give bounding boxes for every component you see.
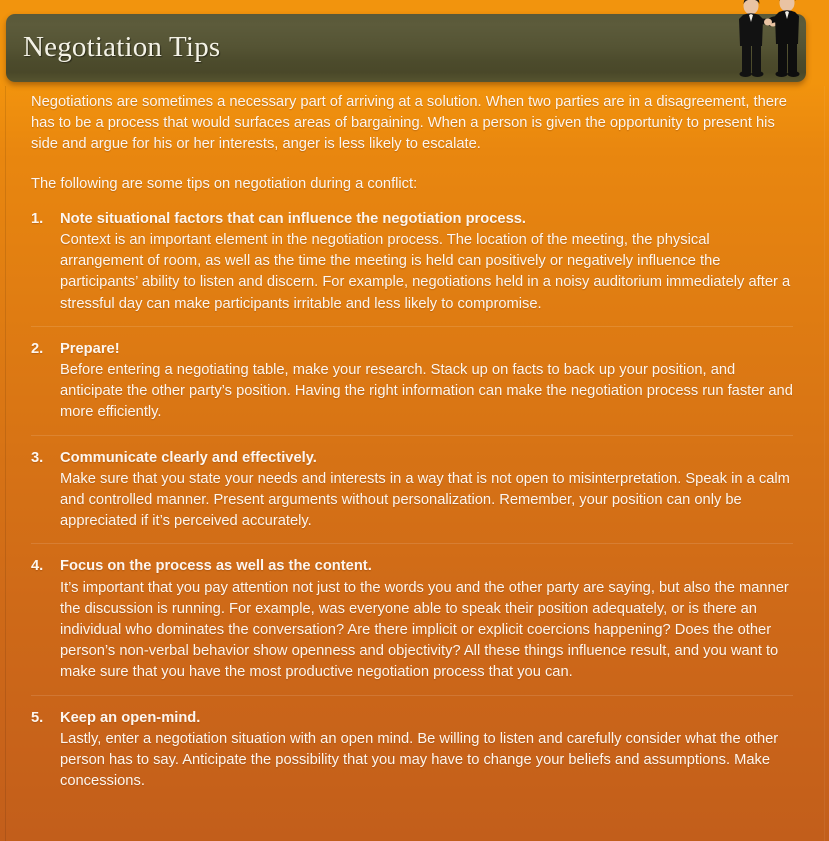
document-body [31, 92, 793, 792]
tip-number: 4. [31, 558, 44, 575]
tip-body: It’s important that you pay attention not just to the words you and the other party are saying, but also the manner the discussion is running. For example, was everyone able to speak their position adequately, or is there an individual who dominates the conversation? Are there implicit or explicit coercions happening? Does the other person’s non-verbal behavior show openness and objectivity? All these things influence result, and you want to make sure that you have the most productive negotiation process that you can. [60, 579, 789, 681]
tip-number: 3. [31, 449, 44, 466]
left-edge-rule [5, 86, 6, 841]
tips-list [31, 209, 793, 793]
tip-heading: Focus on the process as well as the content. [60, 558, 372, 575]
list-item [31, 556, 793, 683]
list-item [31, 339, 793, 424]
tip-heading: Keep an open-mind. [60, 709, 201, 726]
list-item [31, 708, 793, 793]
list-item [31, 209, 793, 315]
tip-number: 1. [31, 210, 44, 227]
header-bar [6, 14, 806, 82]
tip-separator [31, 695, 793, 696]
page-title: Negotiation Tips [23, 31, 221, 63]
tip-separator [31, 435, 793, 436]
tip-separator [31, 543, 793, 544]
tip-heading: Note situational factors that can influence the negotiation process. [60, 210, 526, 227]
tip-body: Before entering a negotiating table, make your research. Stack up on facts to back up your position, and anticipate the other party’s position. Having the right information can make the negotiation process run faster and more efficiently. [60, 362, 793, 421]
intro-paragraph-2: The following are some tips on negotiation during a conflict: [31, 175, 418, 192]
intro-paragraph-1: Negotiations are sometimes a necessary part of arriving at a solution. When two parties are in a disagreement, there has to be a process that would surfaces areas of bargaining. When a person is given the opportunity to present his side and argue for his or her interests, anger is less likely to escalate. [31, 94, 787, 153]
tip-body: Lastly, enter a negotiation situation with an open mind. Be willing to listen and carefully consider what the other person has to say. Anticipate the possibility that you may have to change your beliefs and assumptions. Make concessions. [60, 730, 779, 790]
tip-body: Make sure that you state your needs and interests in a way that is not open to misinterpretation. Speak in a calm and controlled manner. Present arguments without personalization. Remember, your position can only be appreciated if it’s perceived accurately. [60, 470, 790, 530]
tip-number: 2. [31, 340, 44, 357]
right-edge-rule [824, 86, 825, 841]
tip-number: 5. [31, 709, 44, 726]
businessmen-handshake-icon [721, 0, 817, 82]
tip-heading: Prepare! [60, 340, 120, 357]
tip-heading: Communicate clearly and effectively. [60, 449, 317, 466]
tip-body: Context is an important element in the negotiation process. The location of the meeting, the physical arrangement of room, as well as the time the meeting is held can positively or negatively influence the participants’ ability to listen and discern. For example, negotiations held in a noisy auditorium immediately after a stressful day can make participants irritable and less likely to compromise. [60, 232, 791, 312]
tip-separator [31, 326, 793, 327]
list-item [31, 448, 793, 533]
